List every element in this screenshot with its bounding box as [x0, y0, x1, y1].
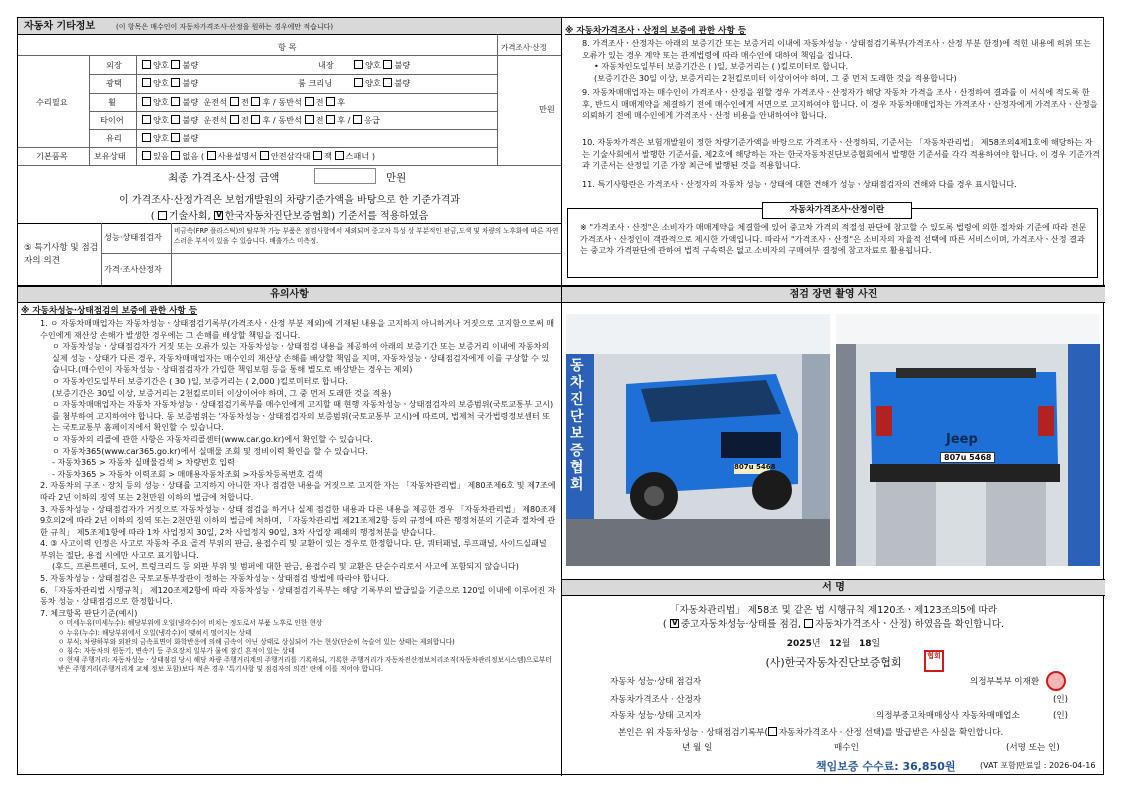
notice-list [40, 318, 556, 675]
checkbox-price[interactable] [804, 619, 813, 628]
checkbox[interactable] [171, 97, 180, 106]
checkbox[interactable] [313, 151, 322, 160]
inspector-name: 의정부북부 이재환 [970, 677, 1040, 687]
other-info-title: 자동차 기타정보 [24, 21, 96, 32]
total-price-field[interactable] [314, 168, 376, 184]
price-unit: 만원 [539, 104, 555, 114]
association-seal: 협회 [924, 650, 944, 672]
checkbox[interactable] [230, 97, 239, 106]
total-price-label: 최종 가격조사·산정 금액 [168, 172, 280, 184]
price-definition-title: 자동차가격조사·산정이란 [762, 202, 912, 219]
checkbox-receipt[interactable] [768, 727, 777, 736]
notice-item: (후드, 프론트펜더, 도어, 트렁크리드 등 외판 부위 및 범퍼에 대한 판금, 용접수리 및 교환은 단순수리로서 사고에 포함되지 않습니다) [52, 561, 519, 572]
checkbox[interactable] [335, 151, 344, 160]
buyer-label: 매수인 [834, 743, 859, 753]
receipt-line: 본인은 위 자동차성능 · 상태점검기록부( 자동차가격조사 · 산정 선택)를 발급받은 사실을 확인합니다. [618, 728, 1004, 738]
room-options: 양호 불량 [354, 78, 410, 89]
checkbox[interactable] [142, 115, 151, 124]
checkbox[interactable] [326, 97, 335, 106]
expire-date: 만료일 : 2026-04-16 [1018, 761, 1096, 770]
sign-line1: 「자동차관리법」 제58조 및 같은 법 시행규칙 제120조ㆍ제123조의5에 따라 [669, 605, 998, 616]
exterior-options: 양호 불량 [142, 60, 198, 71]
label-tire: 타이어 [100, 115, 124, 125]
checkbox[interactable] [353, 115, 362, 124]
checkbox[interactable] [142, 151, 151, 160]
jeep-badge: Jeep [946, 432, 978, 447]
notice-item: ㅇ 자동차의 리콜에 관한 사항은 자동차리콜센터(www.car.go.kr)에서 확인할 수 있습니다. [52, 433, 373, 444]
group-basic: 기본품목 [36, 151, 68, 161]
notice-item: ㅇ 침수: 자동차의 원동기, 변속기 등 주요장치 일부가 물에 잠긴 흔적이 있는 상태 [58, 647, 295, 656]
warranty-p8c: (보증기간은 30일 이상, 보증거리는 2천킬로미터 이상이어야 하며, 그 중 먼저 도래한 것을 적용합니다) [594, 73, 957, 83]
notice-item: - 자동차365 > 자동차 이력조회 > 매매용자동차조회 >자동차등록번호 검색 [52, 468, 323, 479]
inspection-record-page [17, 17, 1104, 775]
notice-item: ㅇ 미세누유(미세누수): 해당부위에 오일(냉각수)이 비치는 정도로서 부품 노후로 인한 현상 [58, 619, 323, 628]
total-price-unit: 만원 [386, 172, 407, 184]
checkbox[interactable] [142, 97, 151, 106]
notice-item: ㅇ 현재 주행거리: 자동차성능ㆍ상태점검 당시 해당 차량 주행거리계의 주행거리를 기록하되, 기록한 주행거리가 자동차전산정보처리조직(자동차관리정보시스템)으로부터 받은 주행거리(주행거리계 교체 정보 포함)보다 적은 경우 '특기사항 및 점검자의 의견' 란에 이를 적어야 합니다. [58, 656, 552, 674]
checkbox[interactable] [171, 60, 180, 69]
notice-item: 6. 「자동차관리법 시행규칙」 제120조제2항에 따라 자동차성능ㆍ상태점검기록부는 해당 기록부의 발급일을 기준으로 120일 이내에 이루어진 자동차 성능ㆍ상태점검으로 한정합니다. [40, 584, 556, 607]
checkbox[interactable] [251, 97, 260, 106]
special-sub2: 가격·조사산정자 [104, 264, 162, 274]
warranty-p11: 11. 특기사항란은 가격조사ㆍ산정자의 자동차 성능ㆍ상태에 대한 견해가 성능ㆍ상태점검자의 견해와 다를 경우 표시합니다. [582, 179, 1017, 189]
tire-options: 양호 불량 운전석 전 후 / 동반석 전 후 / 응급 [142, 115, 380, 126]
notifier-name: 의정부중고차매매상사 자동차매매업소 [876, 711, 1020, 721]
notice-item: 3. 자동차성능ㆍ상태점검자가 거짓으로 자동차성능ㆍ상태 점검을 하거나 실제 점검한 내용과 다른 내용을 제공한 경우 「자동차관리법」 제80조제9호의2에 따라 2년 이하의 징역 또는 2천만원 이하의 벌금에 처하며, 「자동차관리법 제21조제2항 등의 규정에 따른 행정처분의 기준과 절차에 관한 규칙」 제5조제1항에 따라 1차 사업정지 30일, 2차 사업정지 90일, 3차 사업장 폐쇄의 행정처분을 받습니다. [40, 503, 556, 537]
notice-item: 7. 체크항목 판단기준(예시) [40, 607, 138, 618]
inspection-photo-front [566, 314, 830, 566]
notice-item: ㅇ 누유(누수): 해당부위에서 오일(냉각수)이 맺혀서 떨어지는 상태 [58, 628, 252, 637]
label-room: 룸 크리닝 [298, 78, 333, 88]
checkbox[interactable] [354, 60, 363, 69]
special-text1: 비금속(FRP 플라스틱)의 탈부착 가능 부품은 점검사항에서 제외되며 중고차 특성 상 부분적인 판금,도색 및 차량의 노후화에 따른 자연스러운 부식이 있을 수 있습니다. 배출가스 미측정. [174, 227, 559, 245]
gloss-options: 양호 불량 [142, 78, 198, 89]
sign-org: (사)한국자동차진단보증협회 [765, 656, 902, 669]
sign-date: 2025년 12월 18일 [786, 639, 881, 649]
role-price: 자동차가격조사 · 산정자 [610, 695, 702, 705]
license-plate-front: 807u 5468 [734, 463, 776, 471]
basis-line1: 이 가격조사·산정가격은 보험개발원의 차량기준가액을 바탕으로 한 기준가격과 [118, 195, 461, 206]
label-exterior: 외장 [106, 60, 122, 70]
checkbox[interactable] [207, 151, 216, 160]
checkbox[interactable] [171, 151, 180, 160]
notice-header: 유의사항 [18, 286, 561, 303]
warranty-p8b: • 자동차인도일부터 보증기간은 ( )일, 보증거리는 ( )킬로미터로 합니다. [594, 61, 849, 71]
other-info-note: (이 항목은 매수인이 자동차가격조사·산정을 원하는 경우에만 적습니다) [116, 23, 334, 31]
association-sign: 동차진단보증협회 [570, 358, 584, 493]
buyer-date: 년 월 일 [682, 743, 713, 753]
checkbox[interactable] [383, 78, 392, 87]
checkbox[interactable] [142, 133, 151, 142]
checkbox-perf[interactable] [670, 619, 679, 628]
label-wheel: 휠 [108, 97, 116, 107]
warranty-fee: 책임보증 수수료: 36,850원 [816, 760, 956, 773]
checkbox[interactable] [230, 115, 239, 124]
notice-item: 2. 자동차의 구조ㆍ장치 등의 성능ㆍ상태를 고지하지 아니한 자나 점검한 내용을 거짓으로 고지한 자는 「자동차관리법」 제80조제6호 및 제7조에 따라 2년 이하의 징역 또는 2천만원 이하의 벌금에 처합니다. [40, 480, 556, 502]
inspection-photo-rear [836, 314, 1100, 566]
label-own: 보유상태 [94, 151, 126, 161]
photo-header: 점검 장면 촬영 사진 [562, 286, 1105, 303]
notice-title: ※ 자동차성능·상태점검의 보증에 관한 사항 등 [21, 306, 198, 316]
interior-options: 양호 불량 [354, 60, 410, 71]
checkbox[interactable] [251, 115, 260, 124]
notice-item: ㅇ 자동차365(www.car365.go.kr)에서 실매물 조회 및 정비이력 확인을 할 수 있습니다. [52, 445, 368, 456]
notice-item: ㅇ 자동차성능ㆍ상태점검자가 거짓 또는 오류가 있는 자동차성능ㆍ상태점검 내용을 제공하여 아래의 보증기간 또는 보증거리 이내에 자동차의 실제 성능ㆍ상태가 다른 경우, 자동차매매업자는 매수인의 재산상 손해를 배상할 책임을 지며, 자동차성능ㆍ상태점검자에게 이를 구상할 수 있습니다.(매수인이 자동차성능ㆍ상태점검자가 가입한 책임보험 등을 통해 별도로 배상받는 경우는 제외) [52, 341, 550, 375]
notice-item: 4. ③ 사고이력 인정은 사고로 자동차 주요 골격 부위의 판금, 용접수리 및 교환이 있는 경우로 한정합니다. 단, 쿼터패널, 루프패널, 사이드실패널 부위는 절단, 용접 시에만 사고로 표기합니다. [40, 538, 547, 560]
warranty-p8: 8. 가격조사ㆍ산정자는 아래의 보증기간 또는 보증거리 이내에 자동차성능ㆍ상태점검기록부(가격조사ㆍ산정 부분 한정)에 적힌 내용에 허위 또는 오류가 있는 경우 계약 또는 관계법령에 따라 매수인에 대하여 책임을 집니다. [582, 38, 1091, 60]
notice-item: ㅇ 부식: 차량하부와 외판의 금속표면이 화학반응에 의해 금속이 아닌 상태로 상실되어 가는 현상(단순히 녹슬어 있는 상태는 제외합니다) [58, 637, 455, 646]
notice-item: ㅇ 자동차매매업자는 자동차 자동차성능ㆍ상태점검기록부를 매수인에게 고지할 때 현행 자동차성능ㆍ상태점검자의 보증범위(국토교통부 고시)를 첨부하여 고지하여야 합니다. 동 보증범위는 '자동차성능ㆍ상태점검자의 보증범위(국토교통부 고시)에 따르며, 법제처 국가법령정보센터 또는 국토교통부 홈페이지에서 확인할 수 있습니다. [52, 399, 554, 433]
sign-line2: ( V중고자동차성능·상태를 점검, 자동차가격조사ㆍ산정) 하였음을 확인합니다. [562, 616, 1105, 630]
checkbox[interactable] [171, 133, 180, 142]
checkbox[interactable] [305, 115, 314, 124]
wheel-options: 양호 불량 운전석 전 후 / 동반석 전 후 [142, 97, 345, 108]
own-options: 있음 없음 ( 사용설명서 안전삼각대 잭 스패너 ) [142, 151, 375, 162]
checkbox[interactable] [326, 115, 335, 124]
special-label: ⑤ 특기사항 및 점검자의 의견 [24, 243, 99, 266]
role-inspector: 자동차 성능·상태 점검자 [610, 677, 702, 687]
special-sub1: 성능·상태점검자 [104, 232, 162, 242]
glass-options: 양호 불량 [142, 133, 198, 144]
inspector-seal [1046, 671, 1066, 691]
license-plate-rear: 807u 5468 [940, 452, 995, 463]
checkbox[interactable] [383, 60, 392, 69]
label-glass: 유리 [106, 133, 122, 143]
price-seal: (인) [1053, 695, 1069, 705]
column-item: 항 목 [278, 42, 297, 52]
checkbox[interactable] [142, 60, 151, 69]
checkbox-kada[interactable] [214, 211, 223, 220]
notice-item: 5. 자동차성능ㆍ상태점검은 국토교통부장관이 정하는 자동차성능ㆍ상태점검 방법에 따라야 합니다. [40, 573, 389, 584]
notice-item: 1. ㅇ 자동차매매업자는 자동차성능ㆍ상태점검기록부(가격조사ㆍ산정 부분 제외)에 기재된 내용을 고지하지 아니하거나 거짓으로 고지함으로써 매수인에게 재산상 손해가 발생한 경우에는 그 손해를 배상할 책임을 집니다. [40, 318, 555, 340]
basis-line2: ( 기술사회, V한국자동차진단보증협회) 기준서를 적용하였음 [18, 207, 561, 222]
group-repair: 수리필요 [36, 97, 68, 107]
buyer-sign: (서명 또는 인) [1006, 743, 1060, 753]
checkbox-tech[interactable] [158, 211, 167, 220]
checkbox[interactable] [260, 151, 269, 160]
checkbox[interactable] [171, 115, 180, 124]
column-price: 가격조사·산정 [501, 43, 547, 52]
checkbox[interactable] [354, 78, 363, 87]
sign-header: 서 명 [562, 579, 1105, 596]
checkbox[interactable] [171, 78, 180, 87]
checkbox[interactable] [305, 97, 314, 106]
role-notifier: 자동차 성능·상태 고지자 [610, 711, 702, 721]
notice-item: ㅇ 자동차인도일부터 보증기간은 ( 30 )일, 보증거리는 ( 2,000 )킬로미터로 합니다. [52, 375, 348, 386]
warranty-title: ※ 자동차가격조사ㆍ산정의 보증에 관한 사항 등 [565, 26, 747, 36]
price-definition-text: ※ "가격조사ㆍ산정"은 소비자가 매매계약을 체결함에 있어 중고차 가격의 적절성 판단에 참고할 수 있도록 법령에 의한 절차와 기준에 따라 전문 가격조사ㆍ산정인이 객관적으로 제시한 가액입니다. 따라서 "가격조사ㆍ산정"은 소비자의 자율적 선택에 따른 서비스이며, 가격조사ㆍ산정 결과는 중고차 가격판단에 관하여 법적 구속력은 없고 소비자의 구매여부 결정에 참고자료로 활용됩니다. [580, 222, 1087, 256]
warranty-p10: 10. 자동차가격은 보험개발원이 정한 차량기준가액을 바탕으로 가격조사ㆍ산정하되, 기준서는 「자동차관리법」 제58조의4제1호에 해당하는 자는 기술사회에서 발행한 기준서를, 제2호에 해당하는 자는 한국자동차진단보증협회에서 발행한 기준서를 각각 적용하여야 합니다. 이 경우 기준가격과 기준서는 산정일 기준 가장 최근에 발행된 것을 적용합니다. [582, 137, 1101, 171]
notice-item: - 자동차365 > 자동차 실매물검색 > 차량번호 입력 [52, 457, 235, 468]
notifier-seal: (인) [1053, 711, 1069, 721]
notice-item: (보증기간은 30일 이상, 보증거리는 2천킬로미터 이상이어야 하며, 그 중 먼저 도래한 것을 적용) [52, 387, 392, 398]
label-gloss: 광택 [106, 78, 122, 88]
checkbox[interactable] [142, 78, 151, 87]
label-interior: 내장 [318, 60, 334, 70]
warranty-p9: 9. 자동차매매업자는 매수인이 가격조사ㆍ산정을 원할 경우 가격조사ㆍ산정자가 해당 자동차 가격을 조사ㆍ산정하여 결과를 이 서식에 적도록 한 후, 반드시 매매계약을 체결하기 전에 매수인에게 서면으로 고지하여야 합니다. 이 경우 자동차매매업자는 가격조사ㆍ산정자에게 가격조사ㆍ산정을 의뢰하기 전에 매수인에게 가격조사ㆍ산정 비용을 안내하여야 합니다. [582, 87, 1098, 121]
fee-vat: (VAT 포함) [980, 761, 1019, 770]
